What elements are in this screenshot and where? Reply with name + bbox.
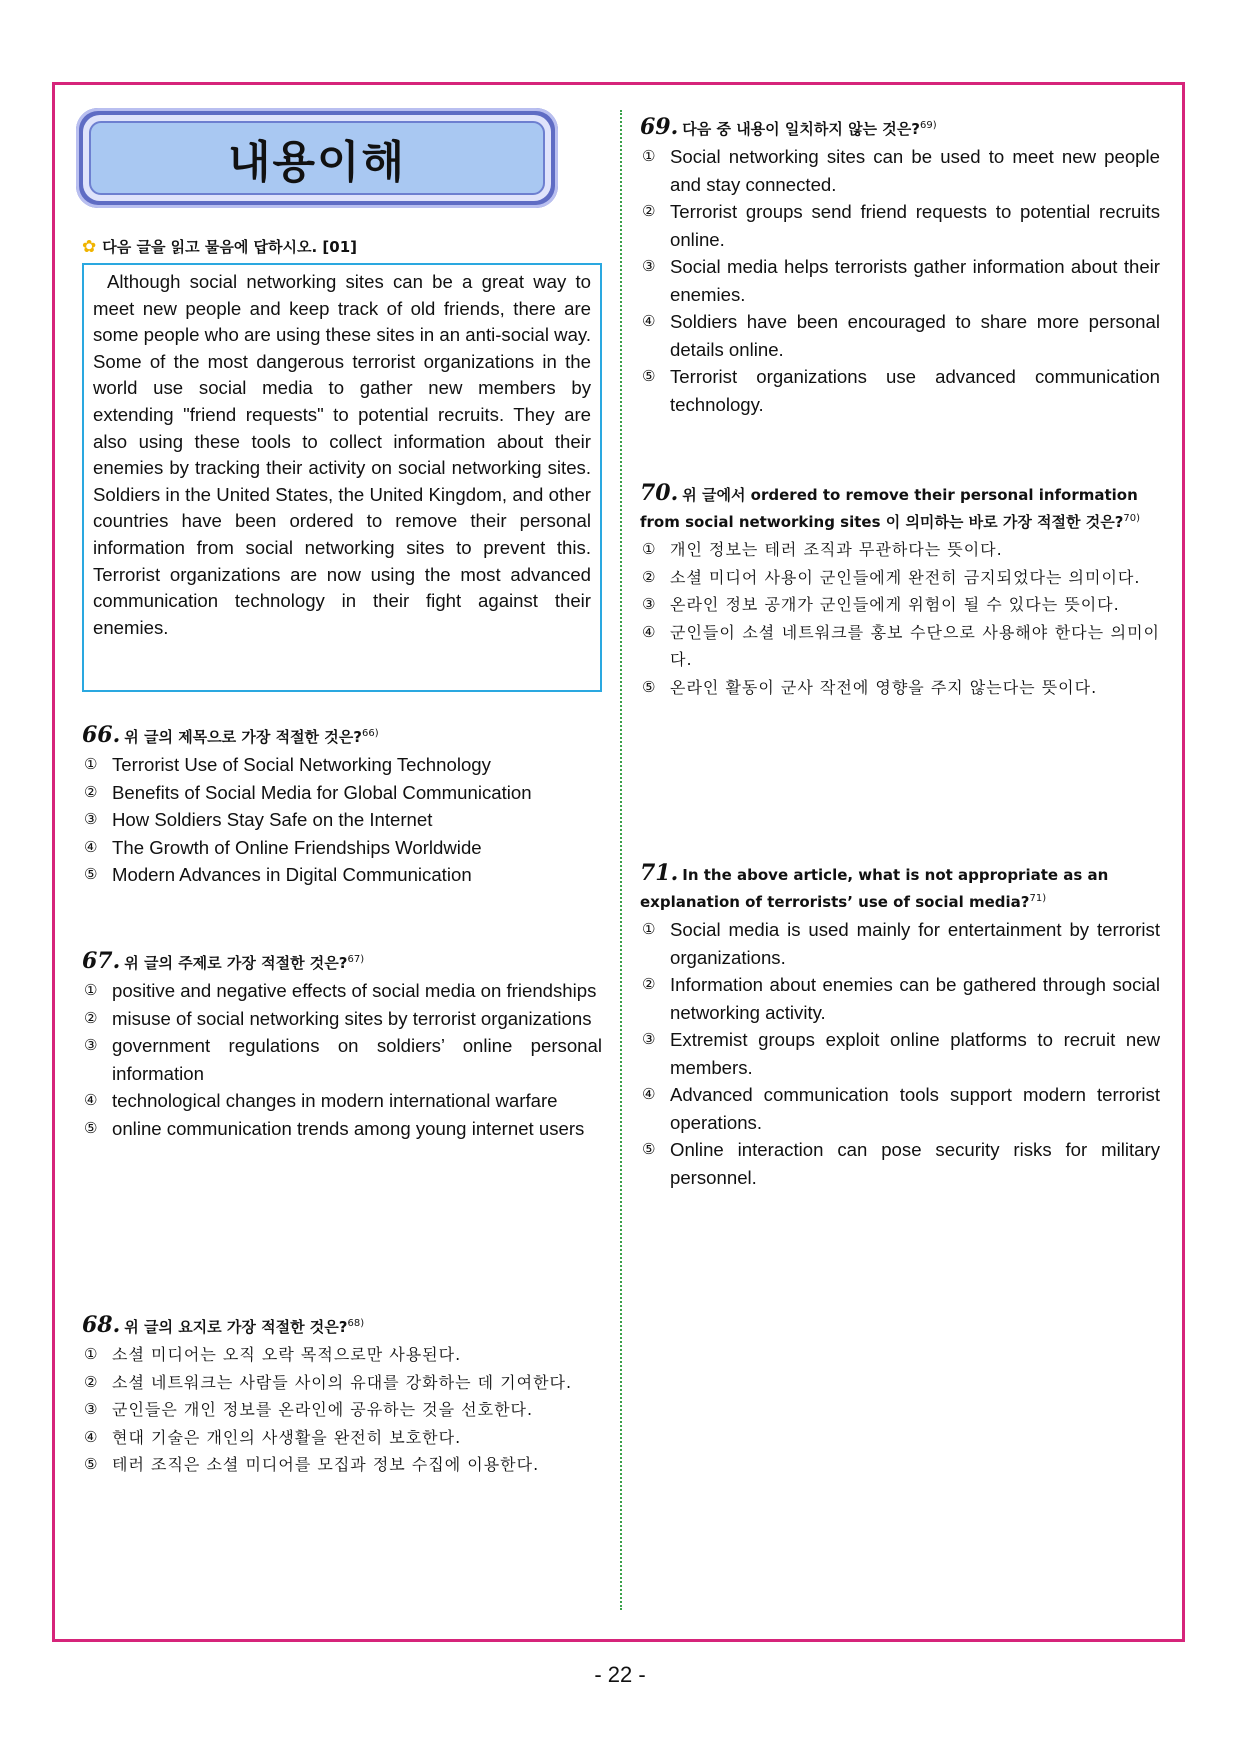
options-list — [82, 751, 602, 889]
option[interactable]: ⑤ 테러 조직은 소셜 미디어를 모집과 정보 수집에 이용한다. — [84, 1455, 540, 1474]
option[interactable]: ③ 군인들은 개인 정보를 온라인에 공유하는 것을 선호한다. — [84, 1400, 534, 1419]
question-header: 67. 위 글의 주제로 가장 적절한 것은?$^{67)}$ — [82, 948, 365, 974]
options-list — [82, 977, 602, 1142]
section-title-box — [76, 108, 558, 208]
question-71 — [640, 862, 1160, 1191]
option[interactable]: ④ 현대 기술은 개인의 사생활을 완전히 보호한다. — [84, 1427, 462, 1447]
option[interactable]: ③ 온라인 정보 공개가 군인들에게 위험이 될 수 있다는 뜻이다. — [642, 595, 1120, 614]
option[interactable]: ② misuse of social networking sites by terrorist organizations — [84, 1007, 592, 1029]
option[interactable]: ② 소셜 네트워크는 사람들 사이의 유대를 강화하는 데 기여한다. — [84, 1372, 573, 1392]
option[interactable]: ① 개인 정보는 테러 조직과 무관하다는 뜻이다. — [642, 540, 1003, 559]
option[interactable]: ② Information about enemies can be gathered through social networking activity. — [642, 974, 1160, 1023]
instruction — [82, 236, 357, 257]
option[interactable]: ⑤ Terrorist organizations use advanced communication technology. — [642, 366, 1160, 415]
question-header: 66. 위 글의 제목으로 가장 적절한 것은?$^{66)}$ — [82, 722, 379, 748]
option[interactable]: ③ government regulations on soldiers’ online personal information — [84, 1035, 602, 1084]
question-67 — [82, 948, 602, 1142]
section-title: 내용이해 — [89, 121, 545, 195]
reading-passage: Although social networking sites can be a great way to meet new people and keep track of old friends, there are some people who are using these sites in an anti-social way. Some of the most dangerous terrorist organizations in the world use social media to gather new members by extending "friend requests" to potential recruits. They are also using these tools to collect information about their enemies by tracking their activity on social networking sites. Soldiers in the United States, the United Kingdom, and other countries have been ordered to remove their personal information from social networking sites to prevent this. Terrorist organizations are now using the most advanced communication technology in their fight against their enemies. — [82, 263, 602, 692]
option[interactable]: ① positive and negative effects of social media on friendships — [84, 980, 597, 1001]
question-header: 71. In the above article, what is not appropriate as an explanation of terrorists’ use of social media?$^{71)}$ — [640, 860, 1109, 911]
question-header: 69. 다음 중 내용이 일치하지 않는 것은?$^{69)}$ — [640, 114, 937, 140]
option[interactable]: ④ Soldiers have been encouraged to share more personal details online. — [642, 311, 1160, 360]
option[interactable]: ① Social networking sites can be used to meet new people and stay connected. — [642, 146, 1160, 195]
question-69 — [640, 114, 1160, 418]
question-66 — [82, 722, 602, 889]
option[interactable]: ⑤ 온라인 활동이 군사 작전에 영향을 주지 않는다는 뜻이다. — [642, 677, 1098, 697]
question-70 — [640, 482, 1160, 701]
option[interactable]: ① 소셜 미디어는 오직 오락 목적으로만 사용된다. — [84, 1345, 462, 1364]
question-68 — [82, 1312, 602, 1479]
option[interactable]: ⑤ Online interaction can pose security risks for military personnel. — [642, 1139, 1160, 1188]
column-divider — [620, 110, 622, 1610]
options-list — [640, 916, 1160, 1191]
option[interactable]: ③ Social media helps terrorists gather information about their enemies. — [642, 256, 1160, 305]
option[interactable]: ② Terrorist groups send friend requests to potential recruits online. — [642, 201, 1160, 250]
flower-icon: ✿ — [82, 237, 97, 257]
option[interactable]: ④ The Growth of Online Friendships Worldwide — [84, 836, 482, 858]
option[interactable]: ⑤ Modern Advances in Digital Communication — [84, 864, 472, 885]
option[interactable]: ① Social media is used mainly for entertainment by terrorist organizations. — [642, 919, 1160, 968]
option[interactable]: ⑤ online communication trends among young internet users — [84, 1117, 585, 1139]
instruction-text: 다음 글을 읽고 물음에 답하시오. [01] — [102, 238, 358, 256]
option[interactable]: ③ Extremist groups exploit online platforms to recruit new members. — [642, 1029, 1160, 1078]
page-number: - 22 - — [594, 1662, 646, 1687]
option[interactable]: ③ How Soldiers Stay Safe on the Internet — [84, 809, 433, 830]
question-header: 68. 위 글의 요지로 가장 적절한 것은?$^{68)}$ — [82, 1312, 365, 1338]
question-header: 70. 위 글에서 ordered to remove their personal information from social networking sites 이 의미하는 바로 가장 적절한 것은?$^{70)}$ — [640, 480, 1141, 531]
options-list — [640, 143, 1160, 418]
option[interactable]: ② Benefits of Social Media for Global Communication — [84, 781, 532, 803]
options-list — [82, 1341, 602, 1479]
option[interactable]: ② 소셜 미디어 사용이 군인들에게 완전히 금지되었다는 의미이다. — [642, 567, 1141, 587]
option[interactable]: ④ technological changes in modern international warfare — [84, 1090, 558, 1111]
options-list — [640, 536, 1160, 701]
option[interactable]: ④ 군인들이 소셜 네트워크를 홍보 수단으로 사용해야 한다는 의미이다. — [642, 622, 1160, 669]
option[interactable]: ④ Advanced communication tools support modern terrorist operations. — [642, 1084, 1160, 1133]
option[interactable]: ① Terrorist Use of Social Networking Technology — [84, 754, 491, 775]
